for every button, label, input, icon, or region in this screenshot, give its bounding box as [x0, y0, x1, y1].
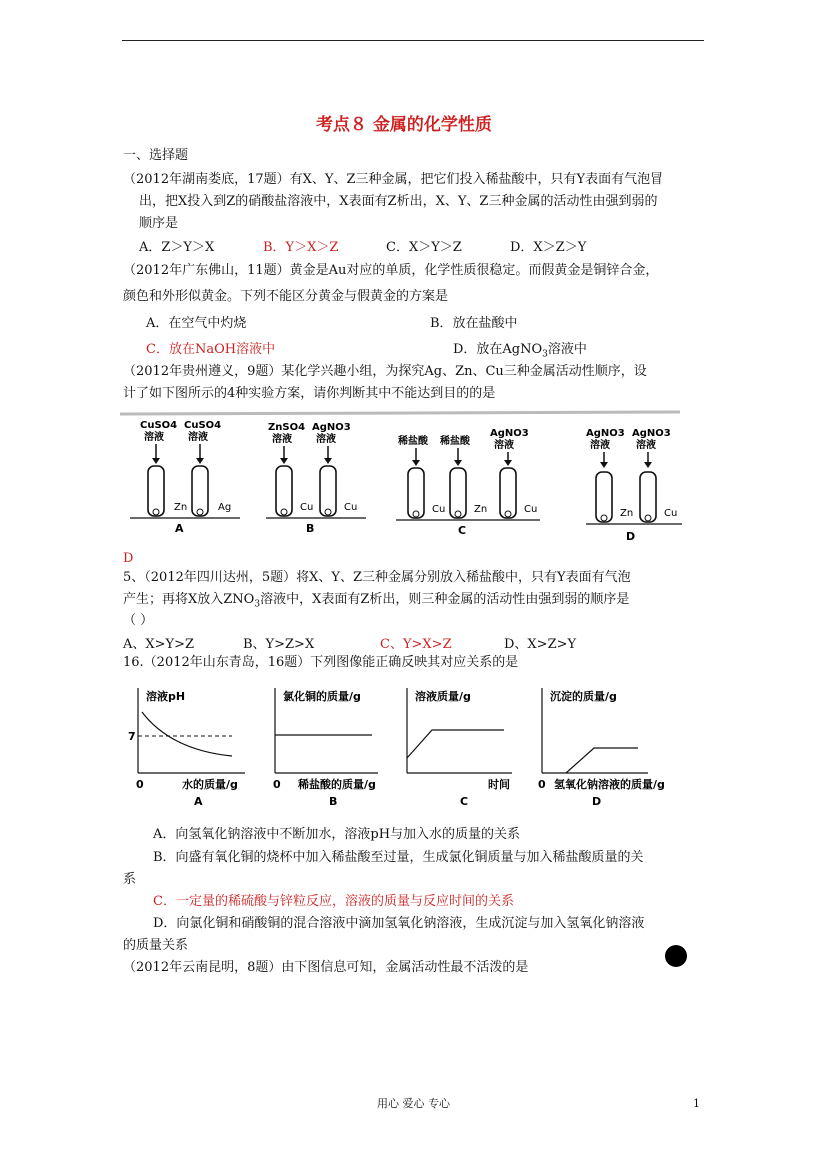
panel-b-label-3: AgNO3 — [312, 422, 351, 433]
graph-a-tick-7: 7 — [128, 730, 136, 743]
graph-b-xlabel: 稀盐酸的质量/g — [298, 778, 376, 791]
q1-option-d: D．X＞Z＞Y — [510, 240, 587, 255]
q1-stem-line1: （2012年湖南娄底，17题）有X、Y、Z三种金属，把它们投入稀盐酸中，只有Y表面有气泡冒 — [123, 172, 664, 187]
q16-stem: 16.（2012年山东青岛，16题）下列图像能正确反映其对应关系的是 — [123, 655, 519, 670]
q5-option-b: B、Y>Z>X — [243, 637, 315, 652]
panel-d-metal-2: Cu — [664, 508, 678, 519]
panel-b-label-2: 溶液 — [272, 434, 292, 445]
panel-a-label-3: CuSO4 — [184, 420, 222, 431]
q-last-stem: （2012年云南昆明，8题）由下图信息可知，金属活动性最不活泼的是 — [123, 960, 529, 975]
graph-d-origin: 0 — [538, 778, 546, 791]
q5-paren: （ ） — [123, 613, 154, 628]
q16-option-a: A．向氢氧化钠溶液中不断加水，溶液pH与加入水的质量的关系 — [153, 827, 521, 842]
panel-c-metal-3: Cu — [524, 504, 538, 515]
panel-b-metal-2: Cu — [344, 502, 358, 513]
q5-option-a: A、X>Y>Z — [123, 637, 195, 652]
q16-option-d-line2: 的质量关系 — [123, 938, 189, 953]
page-number: 1 — [693, 1097, 700, 1110]
q5-option-c: C、Y>X>Z — [380, 637, 452, 652]
panel-a-label-4: 溶液 — [188, 432, 208, 443]
graph-a-tag: A — [194, 795, 203, 808]
q3-answer: D — [123, 551, 134, 566]
panel-c-metal-2: Zn — [474, 504, 488, 515]
graph-c-xlabel: 时间 — [488, 778, 510, 791]
graph-b-ylabel: 氯化铜的质量/g — [283, 690, 361, 703]
panel-b-tag: B — [306, 522, 315, 535]
q3-stem-line2: 计了如下图所示的4种实验方案，请你判断其中不能达到目的的是 — [123, 386, 496, 401]
q16-option-d-line1: D．向氯化铜和硝酸铜的混合溶液中滴加氢氧化钠溶液，生成沉淀与加入氢氧化钠溶液 — [153, 916, 645, 931]
q16-option-b-line2: 系 — [123, 872, 137, 887]
q2-option-d: D．放在AgNO$_3$溶液中 — [453, 342, 587, 360]
page-title: 考点８ 金属的化学性质 — [316, 115, 492, 135]
panel-c-label-1: 稀盐酸 — [398, 436, 428, 447]
graph-b-tag: B — [329, 795, 338, 808]
panel-c-tag: C — [458, 524, 467, 537]
panel-d-metal-1: Zn — [620, 508, 634, 519]
graph-a-xlabel: 水的质量/g — [182, 778, 238, 791]
panel-c-label-4: 溶液 — [494, 440, 514, 451]
q1-stem-line2: 出，把X投入到Z的硝酸盐溶液中，X表面有Z析出，X、Y、Z三种金属的活动性由强到弱的 — [139, 194, 658, 209]
q1-stem-line3: 顺序是 — [139, 216, 179, 231]
graph-c-ylabel: 溶液质量/g — [415, 690, 471, 703]
graph-a-ylabel: 溶液pH — [146, 690, 186, 703]
q2-option-a: A．在空气中灼烧 — [146, 316, 247, 331]
panel-d-label-3: AgNO3 — [632, 428, 671, 439]
panel-d-label-4: 溶液 — [636, 440, 656, 451]
q5-stem-line1: 5、（2012年四川达州，5题）将X、Y、Z三种金属分别放入稀盐酸中，只有Y表面有气泡 — [123, 570, 631, 585]
panel-b-metal-1: Cu — [300, 502, 314, 513]
graph-b — [273, 688, 378, 808]
panel-a-metal-1: Zn — [174, 502, 188, 513]
panel-a-metal-2: Ag — [218, 502, 232, 513]
graph-a-origin: 0 — [136, 778, 144, 791]
graph-d-tag: D — [592, 795, 602, 808]
panel-d-label-2: 溶液 — [590, 440, 610, 451]
graph-d-ylabel: 沉淀的质量/g — [550, 690, 617, 703]
q1-option-a: A．Z＞Y＞X — [139, 240, 215, 255]
q3-stem-line1: （2012年贵州遵义，9题）某化学兴趣小组，为探究Ag、Zn、Cu三种金属活动性顺序，设 — [123, 364, 647, 379]
panel-d-tag: D — [626, 530, 636, 543]
panel-d-label-1: AgNO3 — [586, 428, 625, 439]
panel-a-tag: A — [175, 522, 184, 535]
q2-option-c: C．放在NaOH溶液中 — [146, 342, 276, 357]
black-dot-mark — [665, 945, 687, 967]
panel-c-label-3: AgNO3 — [490, 428, 529, 439]
header-rule — [122, 40, 704, 41]
panel-c-metal-1: Cu — [432, 504, 446, 515]
graph-c-tag: C — [460, 795, 469, 808]
q3-experiment-figure — [120, 406, 690, 548]
q5-stem-line2: 产生；再将X放入$ZNO_3$溶液中，X表面有Z析出，则三种金属的活动性由强到弱的顺序是 — [123, 592, 630, 610]
graph-c — [407, 688, 512, 808]
panel-a-label-1: CuSO4 — [140, 420, 178, 431]
q1-option-c: C．X＞Y＞Z — [386, 240, 462, 255]
graph-d — [538, 688, 665, 808]
q16-option-c: C．一定量的稀硫酸与锌粒反应，溶液的质量与反应时间的关系 — [153, 894, 514, 909]
q1-option-b: B．Y＞X＞Z — [263, 240, 339, 255]
graph-d-xlabel: 氢氧化钠溶液的质量/g — [554, 778, 665, 791]
q16-graphs-figure — [120, 678, 700, 812]
panel-b-label-4: 溶液 — [316, 434, 336, 445]
q5-option-d: D、X>Z>Y — [504, 637, 577, 652]
section-heading: 一、选择题 — [123, 148, 189, 163]
q2-option-b: B．放在盐酸中 — [430, 316, 518, 331]
panel-c-label-2: 稀盐酸 — [440, 436, 470, 447]
q2-stem-line1: （2012年广东佛山，11题）黄金是Au对应的单质，化学性质很稳定。而假黄金是铜锌合金， — [123, 263, 659, 278]
panel-b-label-1: ZnSO4 — [268, 422, 306, 433]
q2-stem-line2: 颜色和外形似黄金。下列不能区分黄金与假黄金的方案是 — [123, 289, 449, 304]
footer-motto: 用心 爱心 专心 — [377, 1097, 450, 1110]
panel-a-label-2: 溶液 — [144, 432, 164, 443]
q16-option-b-line1: B．向盛有氧化铜的烧杯中加入稀盐酸至过量，生成氯化铜质量与加入稀盐酸质量的关 — [153, 850, 644, 865]
graph-b-origin: 0 — [273, 778, 281, 791]
graph-a — [128, 688, 245, 808]
